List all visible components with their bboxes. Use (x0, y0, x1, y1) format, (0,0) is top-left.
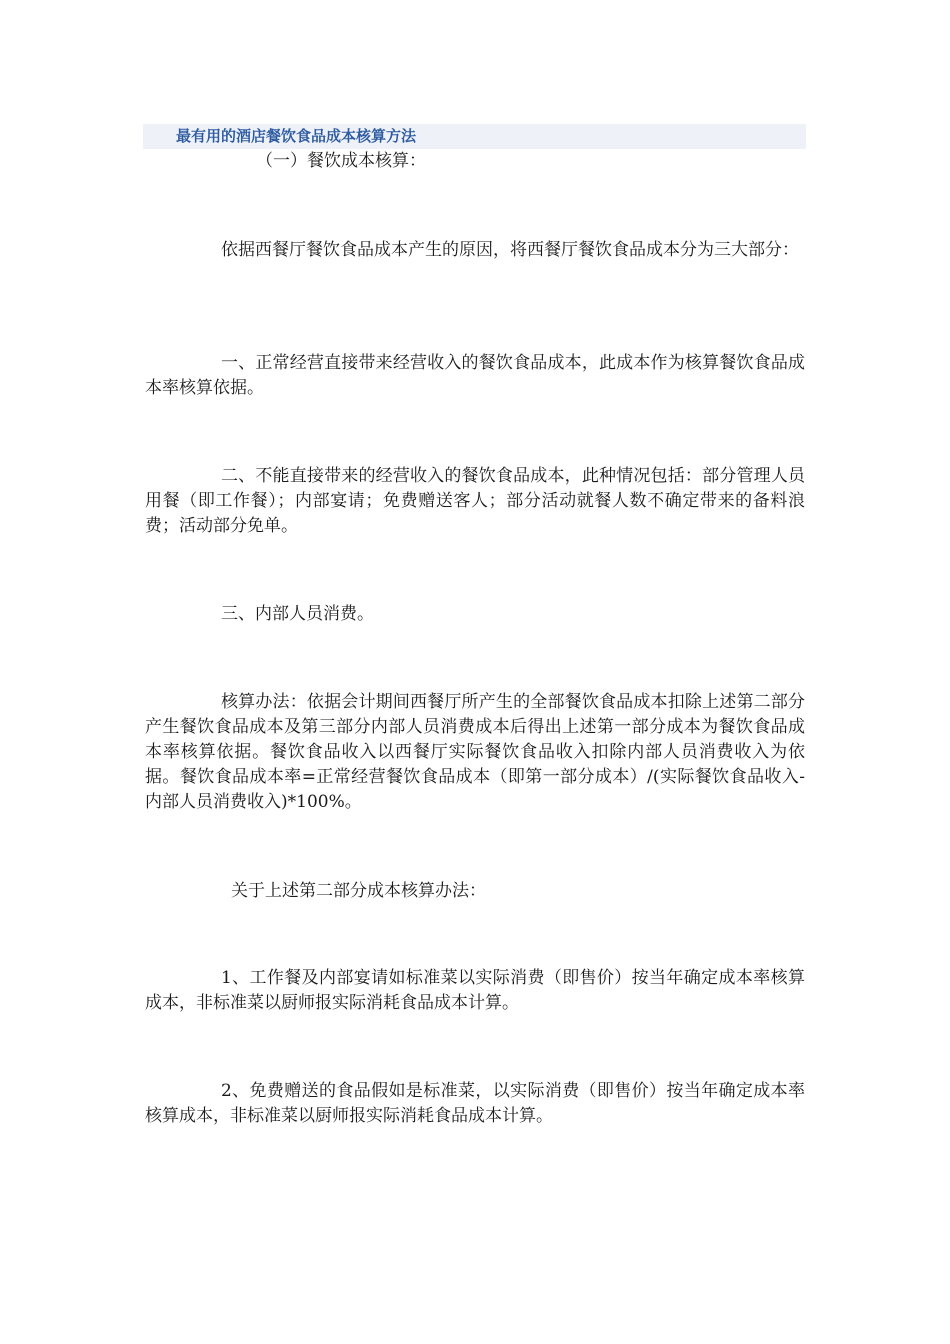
section-heading: （一）餐饮成本核算： (256, 151, 426, 171)
paragraph-rule-one: 1、工作餐及内部宴请如标准菜以实际消费（即售价）按当年确定成本率核算成本，非标准菜以厨师报实际消耗食品成本计算。 (145, 968, 805, 1013)
paragraph-part-three: 三、内部人员消费。 (221, 604, 374, 624)
paragraph-method: 核算办法：依据会计期间西餐厅所产生的全部餐饮食品成本扣除上述第二部分产生餐饮食品成本及第三部分内部人员消费成本后得出上述第一部分成本为餐饮食品成本率核算依据。餐饮食品收入以西餐厅实际餐饮食品收入扣除内部人员消费收入为依据。餐饮食品成本率=正常经营餐饮食品成本（即第一部分成本）/(实际餐饮食品收入-内部人员消费收入)*100%。 (145, 692, 805, 812)
paragraph-part-two-method-heading: 关于上述第二部分成本核算办法： (231, 881, 486, 901)
paragraph-rule-two: 2、免费赠送的食品假如是标准菜，以实际消费（即售价）按当年确定成本率核算成本，非标准菜以厨师报实际消耗食品成本计算。 (145, 1081, 805, 1126)
paragraph-part-one: 一、正常经营直接带来经营收入的餐饮食品成本，此成本作为核算餐饮食品成本率核算依据。 (145, 353, 805, 398)
document-title: 最有用的酒店餐饮食品成本核算方法 (176, 127, 417, 145)
title-bar (143, 124, 806, 149)
paragraph-intro: 依据西餐厅餐饮食品成本产生的原因，将西餐厅餐饮食品成本分为三大部分： (221, 240, 799, 260)
paragraph-part-two: 二、不能直接带来的经营收入的餐饮食品成本，此种情况包括：部分管理人员用餐（即工作餐）；内部宴请；免费赠送客人；部分活动就餐人数不确定带来的备料浪费；活动部分免单。 (145, 466, 805, 536)
